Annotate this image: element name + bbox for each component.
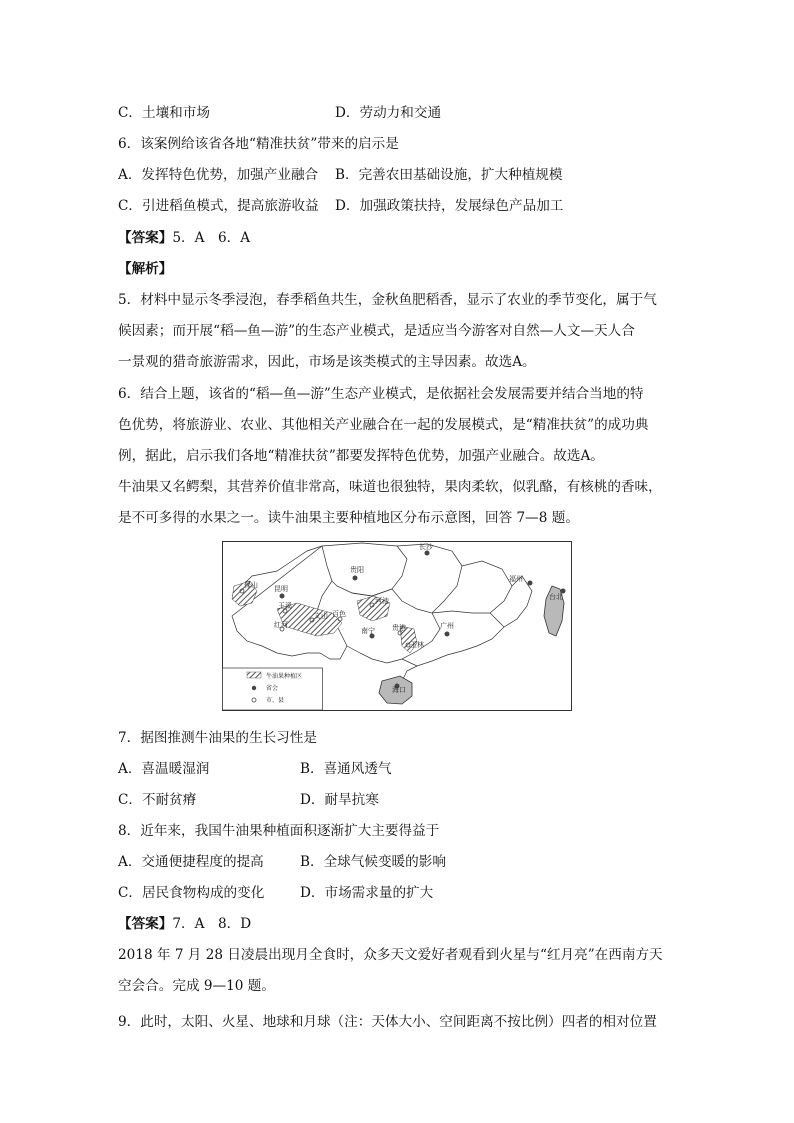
label-hechi: 河池 <box>375 597 389 605</box>
q7-option-a: A．喜温暖湿润 <box>118 761 210 777</box>
q7-option-c: C．不耐贫瘠 <box>118 792 197 808</box>
analysis-6-line-3: 例，据此，启示我们各地“精准扶贫”都要发挥特色优势，加强产业融合。故选A。 <box>118 448 604 464</box>
label-honghe: 红河 <box>274 621 288 629</box>
q8-option-d: D．市场需求量的扩大 <box>300 885 434 901</box>
capital-dot-guiyang <box>353 576 358 581</box>
label-kunming: 昆明 <box>274 585 288 593</box>
q5-option-d: D．劳动力和交通 <box>335 105 442 121</box>
q8-option-c: C．居民食物构成的变化 <box>118 885 265 901</box>
label-baise: 百色 <box>332 610 346 618</box>
label-yulin: 玉林 <box>410 641 424 649</box>
legend-city: 市、县 <box>266 697 285 704</box>
q8-option-a: A．交通便捷程度的提高 <box>118 854 264 870</box>
label-yuxi: 玉溪 <box>278 602 292 610</box>
q5-option-c: C．土壤和市场 <box>118 105 210 121</box>
legend-capital: 省会 <box>266 685 279 692</box>
label-guiyang: 贵阳 <box>350 566 364 574</box>
analysis-5-line-2: 候因素；而开展“稻—鱼—游”的生态产业模式，是适应当今游客对自然—人文—天人合 <box>118 323 635 339</box>
q7-stem: 7．据图推测牛油果的生长习性是 <box>118 730 317 746</box>
label-wenshan: 文山 <box>314 612 328 620</box>
answer-text: 7．A 8．D <box>172 916 252 932</box>
q8-option-b: B．全球气候变暖的影响 <box>300 854 446 870</box>
q9-stem: 9．此时，太阳、火星、地球和月球（注：天体大小、空间距离不按比例）四者的相对位置 <box>118 1014 657 1030</box>
capital-dot-fuzhou <box>528 581 533 586</box>
legend-capital-dot <box>252 686 256 690</box>
avocado-distribution-map <box>222 541 572 711</box>
legend-hatch-swatch <box>247 672 261 678</box>
answer-block-1 <box>118 228 250 248</box>
label-guigang: 贵港 <box>392 624 406 632</box>
q6-stem: 6．该案例给该省各地“精准扶贫”带来的启示是 <box>118 136 399 152</box>
material-2-line-1: 牛油果又名鳄梨，其营养价值非常高，味道也很独特，果肉柔软，似乳酪，有核桃的香味， <box>118 479 662 495</box>
q7-option-d: D．耐旱抗寒 <box>300 792 379 808</box>
analysis-5-line-3: 一景观的猎奇旅游需求，因此，市场是该类模式的主导因素。故选A。 <box>118 354 536 370</box>
label-nanning: 南宁 <box>361 627 375 635</box>
capital-dot-changsha <box>425 551 430 556</box>
answer-block-2 <box>118 914 251 934</box>
material-2-line-2: 是不可多得的水果之一。读牛油果主要种植地区分布示意图，回答 7—8 题。 <box>118 510 579 526</box>
analysis-5-line-1: 5．材料中显示冬季浸泡，春季稻鱼共生，金秋鱼肥稻香，显示了农业的季节变化，属于气 <box>118 292 657 308</box>
capital-dot-kunming <box>280 594 285 599</box>
material-3-line-1: 2018 年 7 月 28 日凌晨出现月全食时，众多天文爱好者观看到火星与“红月亮”在西南方天 <box>118 947 663 963</box>
label-baoshan: 保山 <box>244 581 258 589</box>
label-guangzhou: 广州 <box>440 622 454 630</box>
q6-option-a: A．发挥特色优势，加强产业融合 <box>118 167 319 183</box>
answer-label: 【答案】 <box>118 916 173 932</box>
answer-label: 【答案】 <box>118 230 173 246</box>
material-3-line-2: 空会合。完成 9—10 题。 <box>118 978 275 994</box>
q6-option-c: C．引进稻鱼模式，提高旅游收益 <box>118 198 319 214</box>
q6-option-d: D．加强政策扶持，发展绿色产品加工 <box>335 198 564 214</box>
analysis-label: 【解析】 <box>118 261 173 277</box>
label-haikou: 海口 <box>392 686 406 694</box>
capital-dot-guangzhou <box>445 632 450 637</box>
q7-option-b: B．喜通风透气 <box>300 761 392 777</box>
analysis-6-line-2: 色优势，将旅游业、农业、其他相关产业融合在一起的发展模式，是“精准扶贫”的成功典 <box>118 417 649 433</box>
label-changsha: 长沙 <box>419 543 433 551</box>
answer-text: 5．A 6．A <box>172 230 251 246</box>
q6-option-b: B．完善农田基础设施，扩大种植规模 <box>335 167 563 183</box>
legend-area: 牛油果种植区 <box>266 673 303 680</box>
map-legend <box>223 668 323 710</box>
label-fuzhou: 福州 <box>509 575 523 583</box>
q8-stem: 8．近年来，我国牛油果种植面积逐渐扩大主要得益于 <box>118 823 440 839</box>
label-taibei: 台北 <box>549 593 563 601</box>
analysis-6-line-1: 6．结合上题，该省的“稻—鱼—游”生态产业模式，是依据社会发展需要并结合当地的特 <box>118 386 644 402</box>
